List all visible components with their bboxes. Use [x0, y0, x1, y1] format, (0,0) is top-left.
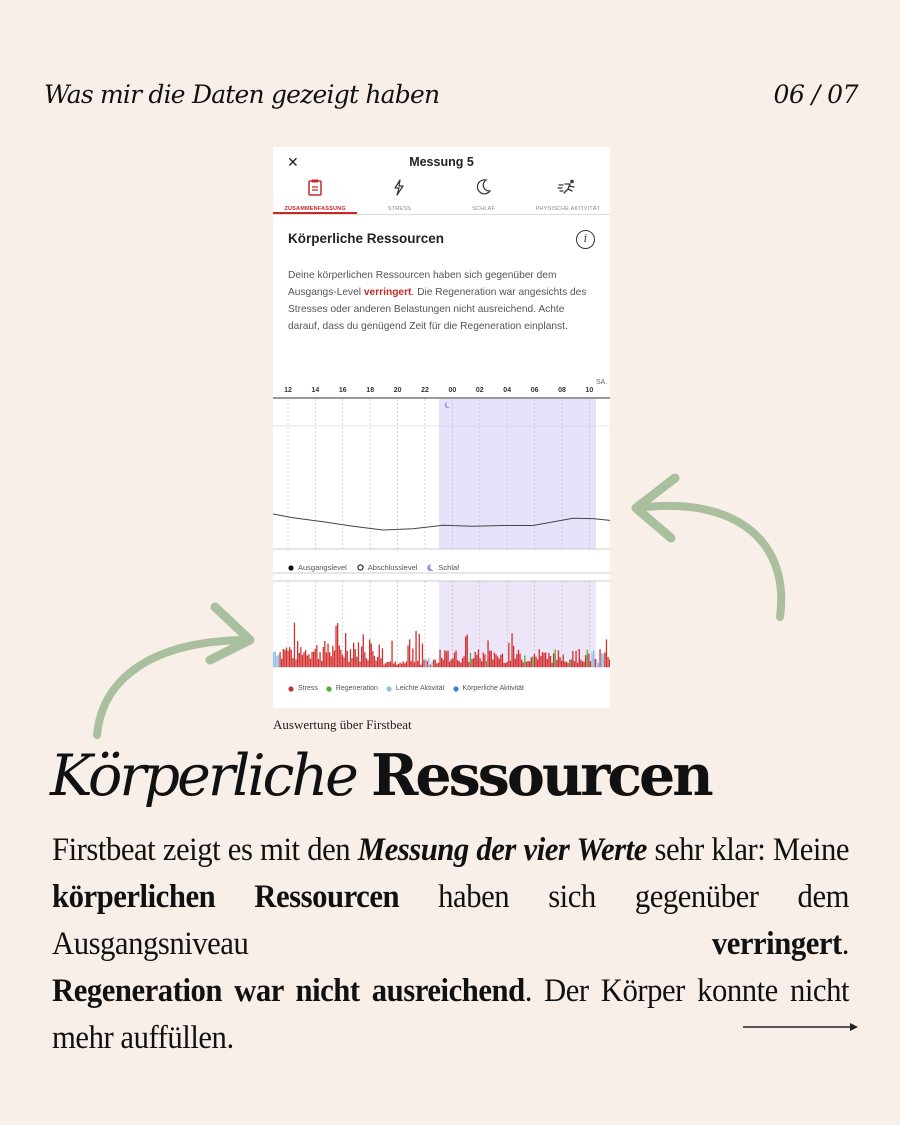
paragraph-2: Regeneration war nicht ausreichend. Der Körper konnte nicht mehr auffüllen. [52, 973, 850, 1056]
activity-bar [505, 663, 506, 667]
activity-bar [371, 643, 372, 667]
activity-bar [590, 661, 591, 667]
time-label: 18 [366, 387, 375, 394]
activity-bar [275, 651, 276, 667]
activity-bar [319, 652, 320, 667]
activity-bar [569, 660, 570, 668]
activity-bar [497, 657, 498, 668]
activity-bar [315, 649, 316, 667]
activity-bar [479, 658, 480, 667]
activity-bar [391, 641, 392, 667]
activity-bar [572, 651, 573, 667]
activity-bar [486, 661, 487, 667]
legend-regeneration: Regeneration [326, 685, 378, 692]
activity-bar [495, 654, 496, 667]
activity-bar [409, 639, 410, 667]
activity-bar [481, 661, 482, 667]
tab-schlaf[interactable] [442, 177, 526, 214]
activity-bar [521, 660, 522, 667]
time-label: 22 [421, 387, 429, 394]
activity-bar [382, 648, 383, 667]
body-text [52, 827, 849, 1062]
activity-bar [299, 653, 300, 667]
activity-bar [334, 651, 335, 667]
activity-bar [353, 643, 354, 667]
activity-bar [379, 645, 380, 667]
activity-bar [441, 658, 442, 667]
activity-bar [545, 652, 546, 667]
activity-bar [457, 660, 458, 667]
activity-bar [281, 659, 282, 667]
activity-bar [519, 654, 520, 668]
activity-bar [414, 662, 415, 667]
activity-bar [553, 653, 554, 667]
tab-physische-aktivitaet[interactable] [526, 177, 610, 214]
app-header [273, 147, 610, 177]
activity-bar [473, 658, 474, 667]
tab-bar [273, 177, 610, 215]
activity-bar [313, 652, 314, 667]
activity-bar [294, 623, 295, 667]
activity-bar [539, 649, 540, 667]
activity-bar [579, 649, 580, 667]
activity-bar [367, 660, 368, 667]
activity-bar [308, 654, 309, 667]
activity-bar [286, 648, 287, 668]
activity-bar [543, 653, 544, 667]
activity-bar [550, 656, 551, 667]
activity-bar [534, 654, 535, 667]
activity-bar [396, 665, 397, 667]
legend-stress: Stress [288, 685, 318, 692]
activity-bar [571, 660, 572, 667]
activity-bar [555, 650, 556, 668]
activity-bar [377, 657, 378, 667]
activity-bar [350, 649, 351, 667]
activity-bar [407, 646, 408, 668]
sleep-band [439, 399, 596, 549]
activity-bar [452, 658, 453, 667]
activity-bar [596, 660, 597, 668]
activity-bar [556, 660, 557, 667]
legend-koerperliche-aktivitaet: Körperliche Aktivität [453, 685, 524, 692]
activity-bar [502, 654, 503, 667]
activity-bar [279, 652, 280, 667]
activity-bar [446, 651, 447, 667]
activity-bar [289, 647, 290, 667]
activity-bar [468, 662, 469, 667]
activity-bar [372, 651, 373, 667]
time-label: 12 [284, 387, 292, 394]
activity-bar [575, 651, 576, 667]
activity-bar [305, 650, 306, 667]
activity-bar [601, 653, 602, 667]
activity-bar [491, 651, 492, 667]
activity-bar [455, 650, 456, 667]
activity-bar [364, 652, 365, 667]
activity-bar [535, 657, 536, 668]
activity-bar [273, 652, 274, 667]
activity-bar [303, 652, 304, 667]
highlight-verringert: verringert [363, 287, 412, 298]
activity-bar [423, 660, 424, 667]
legend-ausgangslevel: Ausgangslevel [288, 563, 347, 572]
activity-bar [356, 657, 357, 667]
activity-bar [507, 662, 508, 667]
activity-bar [302, 655, 303, 667]
activity-bar [447, 651, 448, 668]
activity-bar [558, 650, 559, 667]
activity-bar [415, 631, 416, 667]
activity-bar [425, 659, 426, 667]
activity-bar [484, 655, 485, 668]
activity-bar [403, 661, 404, 667]
tab-label: PHYSISCHE AKTIVITÄT [535, 206, 601, 212]
activity-bar [324, 641, 325, 667]
image-caption: Auswertung über Firstbeat [273, 717, 412, 732]
activity-bar [587, 650, 588, 667]
activity-bar [563, 655, 564, 667]
time-label: 14 [311, 387, 320, 394]
activity-bar [503, 663, 504, 667]
activity-bar [404, 663, 405, 667]
activity-bar [358, 642, 359, 667]
paragraph-1: Firstbeat zeigt es mit den Messung der vier Werte sehr klar: Meine körperlichen Ressourcen haben sich gegenüber dem Ausgangsniveau verringert. [52, 832, 850, 962]
activity-bar [284, 650, 285, 667]
arrow-right-icon [742, 1021, 860, 1033]
activity-bar [483, 653, 484, 667]
time-label: 20 [393, 387, 402, 394]
activity-bar [300, 647, 301, 667]
activity-bar [561, 661, 562, 667]
activity-bar [537, 659, 538, 667]
activity-bar [297, 641, 298, 667]
activity-bar [542, 652, 543, 667]
activity-bar [516, 654, 517, 667]
activity-bar [355, 649, 356, 667]
activity-bar [508, 643, 509, 667]
legend-activity [288, 685, 524, 692]
section-title: Körperliche Ressourcen [288, 231, 445, 246]
activity-bar [393, 664, 394, 667]
activity-bar [443, 660, 444, 667]
activity-bar [340, 650, 341, 667]
activity-bar [433, 660, 434, 667]
activity-bar [307, 656, 308, 668]
activity-bar [287, 651, 288, 667]
activity-bar [476, 655, 477, 667]
activity-bar [548, 653, 549, 667]
legend-abschlusslevel: Abschlusslevel [357, 563, 418, 572]
activity-bar [463, 656, 464, 667]
activity-bar [363, 634, 364, 667]
activity-bar [278, 655, 279, 667]
activity-bar [327, 644, 328, 667]
tab-label: STRESS [387, 206, 411, 212]
activity-bar [345, 633, 346, 667]
activity-bar [316, 645, 317, 667]
activity-bar [375, 661, 376, 667]
tab-label: SCHLAF [472, 206, 496, 212]
info-icon[interactable]: i [576, 230, 595, 249]
activity-bar [598, 663, 599, 667]
activity-bar [359, 662, 360, 668]
activity-bar [526, 662, 527, 667]
activity-bar [387, 662, 388, 667]
activity-bar [395, 662, 396, 668]
activity-bar [515, 659, 516, 667]
time-label: 04 [503, 387, 512, 394]
activity-bar [385, 663, 386, 667]
activity-bar [585, 655, 586, 667]
activity-bar [321, 661, 322, 667]
time-label: 02 [475, 387, 484, 394]
runner-icon [557, 179, 579, 201]
activity-bar [462, 658, 463, 667]
activity-bar [577, 663, 578, 667]
activity-bar [332, 646, 333, 667]
activity-bar [374, 656, 375, 667]
activity-bar [342, 655, 343, 667]
bolt-icon [393, 179, 405, 201]
legend-levels [288, 563, 459, 572]
activity-bar [318, 659, 319, 667]
activity-bar [343, 657, 344, 667]
activity-bar [582, 661, 583, 667]
activity-bar [609, 660, 610, 668]
activity-bar [470, 653, 471, 667]
activity-bar [444, 650, 445, 667]
activity-bar [422, 644, 423, 667]
activity-bar [518, 650, 519, 667]
activity-bar [513, 646, 514, 667]
activity-bar [431, 661, 432, 667]
activity-bar [595, 659, 596, 667]
activity-bar [607, 657, 608, 667]
activity-bar [529, 661, 530, 667]
header-title: Was mir die Daten gezeigt haben [44, 80, 440, 109]
activity-bar [361, 646, 362, 667]
activity-bar [451, 660, 452, 668]
activity-bar [523, 662, 524, 667]
legend-schlaf: Schlaf [427, 563, 459, 572]
moon-icon [477, 179, 491, 201]
tab-stress[interactable] [357, 177, 441, 214]
activity-bar [329, 652, 330, 667]
activity-bar [574, 661, 575, 667]
tab-zusammenfassung[interactable] [273, 177, 357, 214]
activity-bar [291, 650, 292, 667]
activity-bar [339, 646, 340, 667]
activity-bar [580, 660, 581, 667]
screenshot-firstbeat [273, 147, 610, 708]
activity-bar [390, 661, 391, 667]
activity-bar [567, 663, 568, 667]
activity-bar [427, 661, 428, 667]
activity-bar [335, 626, 336, 667]
activity-bar [593, 651, 594, 668]
activity-bar [460, 663, 461, 667]
main-heading: Körperliche Ressourcen [50, 742, 711, 809]
activity-bar [499, 659, 500, 667]
activity-bar [412, 649, 413, 668]
tab-label: ZUSAMMENFASSUNG [284, 206, 346, 212]
activity-bar [500, 655, 501, 667]
activity-bar [438, 663, 439, 668]
activity-bar [559, 657, 560, 667]
activity-bar [436, 663, 437, 667]
activity-bar [337, 623, 338, 667]
activity-bar [430, 665, 431, 667]
activity-bar [475, 652, 476, 667]
clipboard-icon [308, 179, 322, 201]
activity-bar [292, 658, 293, 667]
moon-icon [427, 564, 434, 571]
activity-bar [331, 656, 332, 667]
activity-bar [511, 633, 512, 667]
time-label: 06 [530, 387, 539, 394]
activity-bar [564, 662, 565, 667]
activity-bar [540, 656, 541, 667]
activity-bar [380, 658, 381, 667]
activity-bar [524, 656, 525, 668]
activity-bar [467, 635, 468, 667]
time-label: 00 [448, 387, 457, 394]
activity-bar [551, 663, 552, 667]
activity-bar [310, 659, 311, 667]
activity-bar [311, 652, 312, 667]
activity-bar [591, 652, 592, 667]
activity-bar [428, 658, 429, 667]
activity-bar [547, 659, 548, 667]
page-number: 06 / 07 [773, 80, 858, 109]
activity-bar [419, 634, 420, 667]
app-title: Messung 5 [409, 155, 474, 169]
activity-bar [439, 650, 440, 667]
activity-bar [604, 653, 605, 668]
activity-bar [398, 664, 399, 667]
time-label: 08 [558, 387, 566, 394]
activity-bar [366, 658, 367, 667]
activity-bar [420, 665, 421, 667]
activity-bar [351, 658, 352, 667]
activity-bar [583, 662, 584, 667]
activity-bar [411, 661, 412, 667]
activity-bar [417, 661, 418, 667]
activity-bar [326, 652, 327, 667]
activity-bar [369, 639, 370, 667]
activity-bar [283, 649, 284, 667]
activity-bar [527, 661, 528, 667]
activity-bar [487, 640, 488, 667]
close-icon[interactable]: ✕ [287, 154, 299, 170]
activity-bar [465, 636, 466, 667]
legend-leichte-aktivitaet: Leichte Aktivität [386, 685, 445, 692]
activity-bar [454, 653, 455, 667]
activity-bar [566, 662, 567, 667]
activity-bar [492, 660, 493, 667]
day-label: SA. [596, 379, 608, 386]
activity-bar [388, 662, 389, 667]
time-label: 10 [585, 387, 594, 394]
activity-bar [406, 661, 407, 667]
activity-bar [471, 659, 472, 667]
activity-bar [531, 657, 532, 667]
activity-bar [401, 664, 402, 668]
activity-bar [295, 659, 296, 667]
activity-bar [323, 647, 324, 667]
activity-bar [347, 651, 348, 667]
activity-bar [449, 662, 450, 667]
activity-bar [606, 639, 607, 667]
activity-bar [478, 650, 479, 668]
section-description: Deine körperlichen Ressourcen haben sich gegenüber dem Ausgangs-Level verringert. Die Regeneration war angesichts des Stresses oder anderen Belastungen nicht ausreichend. Achte darauf, dass du genügend Zeit für die Regeneration einplanst. [288, 270, 587, 332]
activity-bar [603, 654, 604, 667]
activity-bar [383, 665, 384, 667]
activity-bar [459, 661, 460, 667]
resources-chart [273, 377, 610, 708]
activity-bar [510, 661, 511, 667]
activity-bar [532, 657, 533, 667]
activity-bar [599, 649, 600, 667]
activity-bar [276, 656, 277, 667]
activity-bar [399, 663, 400, 667]
activity-bar [348, 662, 349, 667]
activity-bar [489, 651, 490, 667]
activity-bar [435, 660, 436, 667]
activity-bar [494, 653, 495, 667]
time-label: 16 [338, 387, 347, 394]
activity-bar [588, 654, 589, 667]
